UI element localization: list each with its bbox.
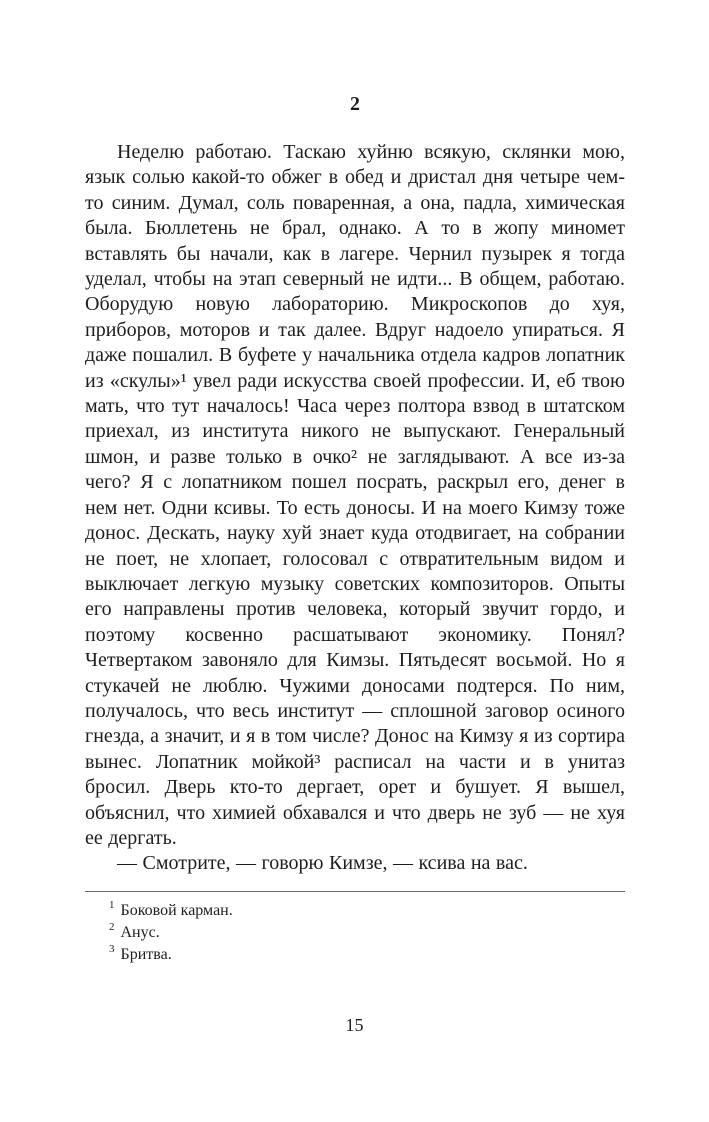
footnote: [109, 900, 625, 922]
dialogue-paragraph: — Смотрите, — говорю Кимзе, — ксива на вас.: [117, 852, 528, 875]
footnote: [109, 922, 625, 944]
footnote-text: Боковой карман.: [120, 901, 233, 919]
footnote: [109, 944, 625, 966]
footnote-marker: 3: [109, 943, 115, 956]
footnotes-section: [85, 891, 625, 966]
footnote-text: Анус.: [120, 923, 160, 941]
footnote-marker: 2: [109, 921, 115, 934]
chapter-number: 2: [350, 93, 360, 115]
body-text: [85, 140, 625, 877]
footnote-marker: 1: [109, 899, 115, 912]
footnote-text: Бритва.: [120, 945, 172, 963]
body-paragraph: Неделю работаю. Таскаю хуйню всякую, склянки мою, язык солью какой-то обжег в обед и дристал дня четыре чем-то синим. Думал, соль поваренная, а она, падла, химическая была. Бюллетень не брал, однако. А то в жопу миномет вставлять бы начали, как в лагере. Чернил пузырек я тогда уделал, чтобы на этап северный не идти... В общем, работаю. Оборудую новую лабораторию. Микроскопов до хуя, приборов, моторов и так далее. Вдруг надоело упираться. Я даже пошалил. В буфете у начальника отдела кадров лопатник из «скулы»¹ увел ради искусства своей профессии. И, еб твою мать, что тут началось! Часа через полтора взвод в штатском приехал, из института никого не выпускают. Генеральный шмон, и разве только в очко² не заглядывают. А все из-за чего? Я с лопатником пошел посрать, раскрыл его, денег в нем нет. Одни ксивы. То есть доносы. И на моего Кимзу тоже донос. Дескать, науку хуй знает куда отодвигает, на собрании не поет, не хлопает, голосовал с отвратительным видом и выключает легкую музыку советских композиторов. Опыты его направлены против человека, который звучит гордо, и поэтому косвенно расшатывают экономику. Понял? Четвертаком завоняло для Кимзы. Пятьдесят восьмой. Но я стукачей не люблю. Чужими доносами подтерся. По ним, получалось, что весь институт — сплошной заговор осиного гнезда, а значит, и я в том числе? Донос на Кимзу я из сортира вынес. Лопатник мойкой³ расписал на части и в унитаз бросил. Дверь кто-то дергает, орет и бушует. Я вышел, объяснил, что химией обхавался и что дверь не зуб — не хуя ее дергать.: [85, 141, 625, 849]
page-number: 15: [345, 1015, 364, 1035]
